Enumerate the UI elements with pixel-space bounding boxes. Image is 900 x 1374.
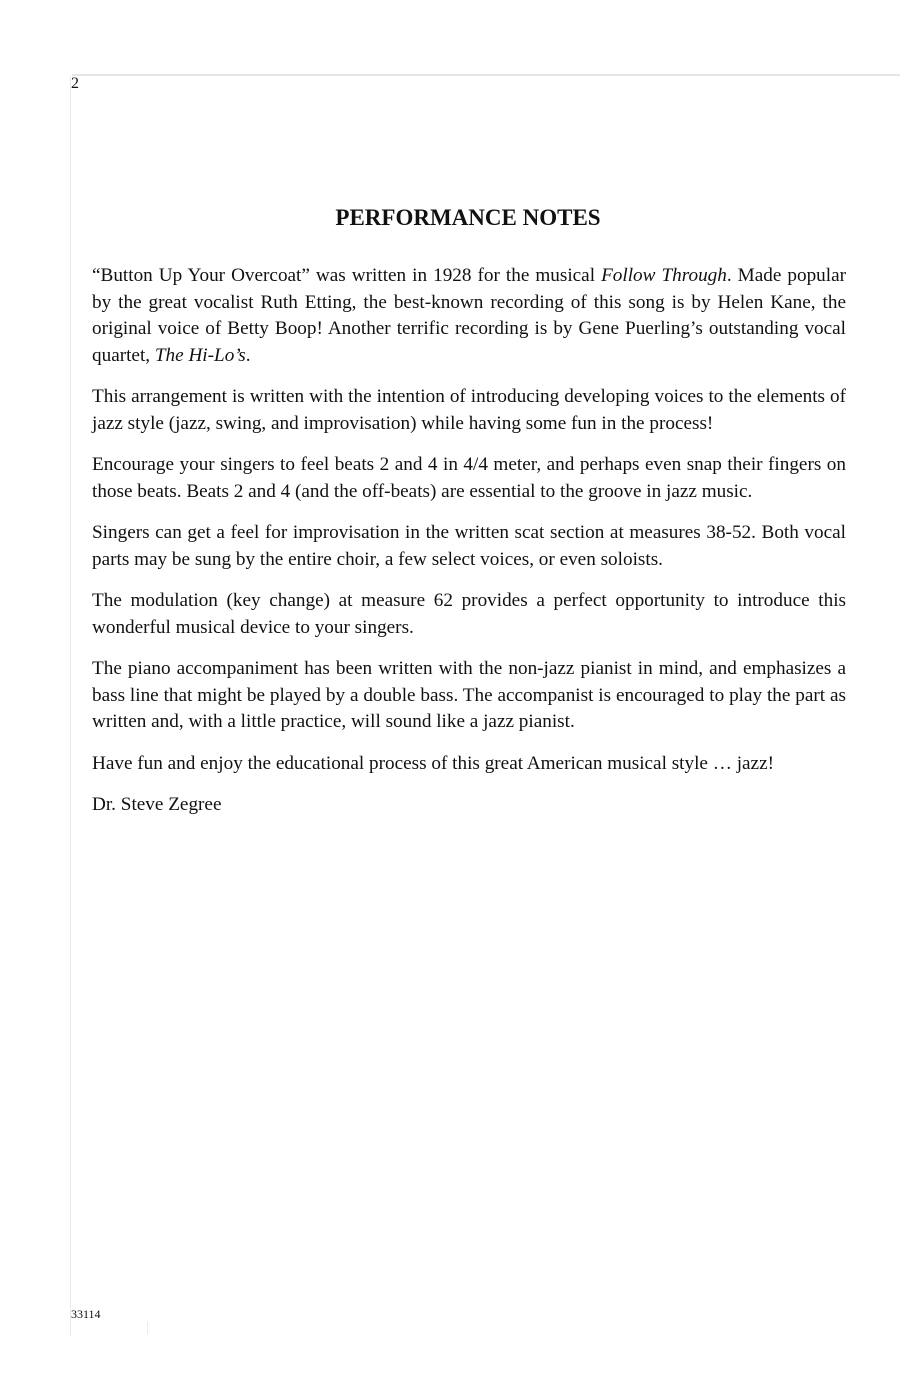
performance-notes-body xyxy=(92,263,846,819)
page-number: 2 xyxy=(71,75,79,92)
paragraph-modulation: The modulation (key change) at measure 62 provides a perfect opportunity to introduce this wonderful musical device to your singers. xyxy=(92,590,846,638)
paragraph-beats: Encourage your singers to feel beats 2 and 4 in 4/4 meter, and perhaps even snap their fingers on those beats. Beats 2 and 4 (and the off-beats) are essential to the groove in jazz music. xyxy=(92,454,846,502)
footer-tick-mark xyxy=(147,1322,148,1334)
page-left-rule xyxy=(70,76,71,1336)
catalog-number: 33114 xyxy=(71,1307,101,1321)
paragraph-improvisation: Singers can get a feel for improvisation in the written scat section at measures 38-52. Both vocal parts may be sung by the entire choir, a few select voices, or even soloists. xyxy=(92,522,846,570)
page-title: PERFORMANCE NOTES xyxy=(335,205,601,230)
musical-title-follow-through: Follow Through xyxy=(601,265,727,286)
paragraph-arrangement-intent: This arrangement is written with the intention of introducing developing voices to the elements of jazz style (jazz, swing, and improvisation) while having some fun in the process! xyxy=(92,386,846,434)
paragraph-piano-accompaniment: The piano accompaniment has been written with the non-jazz pianist in mind, and emphasizes a bass line that might be played by a double bass. The accompanist is encouraged to play the part as written and, with a little practice, will sound like a jazz pianist. xyxy=(92,658,846,732)
signature: Dr. Steve Zegree xyxy=(92,794,222,815)
quartet-name-hi-los: The Hi-Lo’s xyxy=(154,344,246,366)
paragraph-history xyxy=(92,263,846,369)
paragraph-closing: Have fun and enjoy the educational process of this great American musical style … jazz! xyxy=(92,752,774,774)
page-top-rule xyxy=(72,74,900,76)
paragraph-history-text-1: “Button Up Your Overcoat” was written in 1928 for the musical xyxy=(92,265,602,286)
paragraph-history-text-3: . xyxy=(245,344,251,366)
paragraph-history-text-2: . Made popular by the great vocalist Ruth Etting, the best-known recording of this song is by Helen Kane, the original voice of Betty Boop! Another terrific recording is by Gene Puerling’s outstanding vocal quartet, xyxy=(92,265,846,366)
